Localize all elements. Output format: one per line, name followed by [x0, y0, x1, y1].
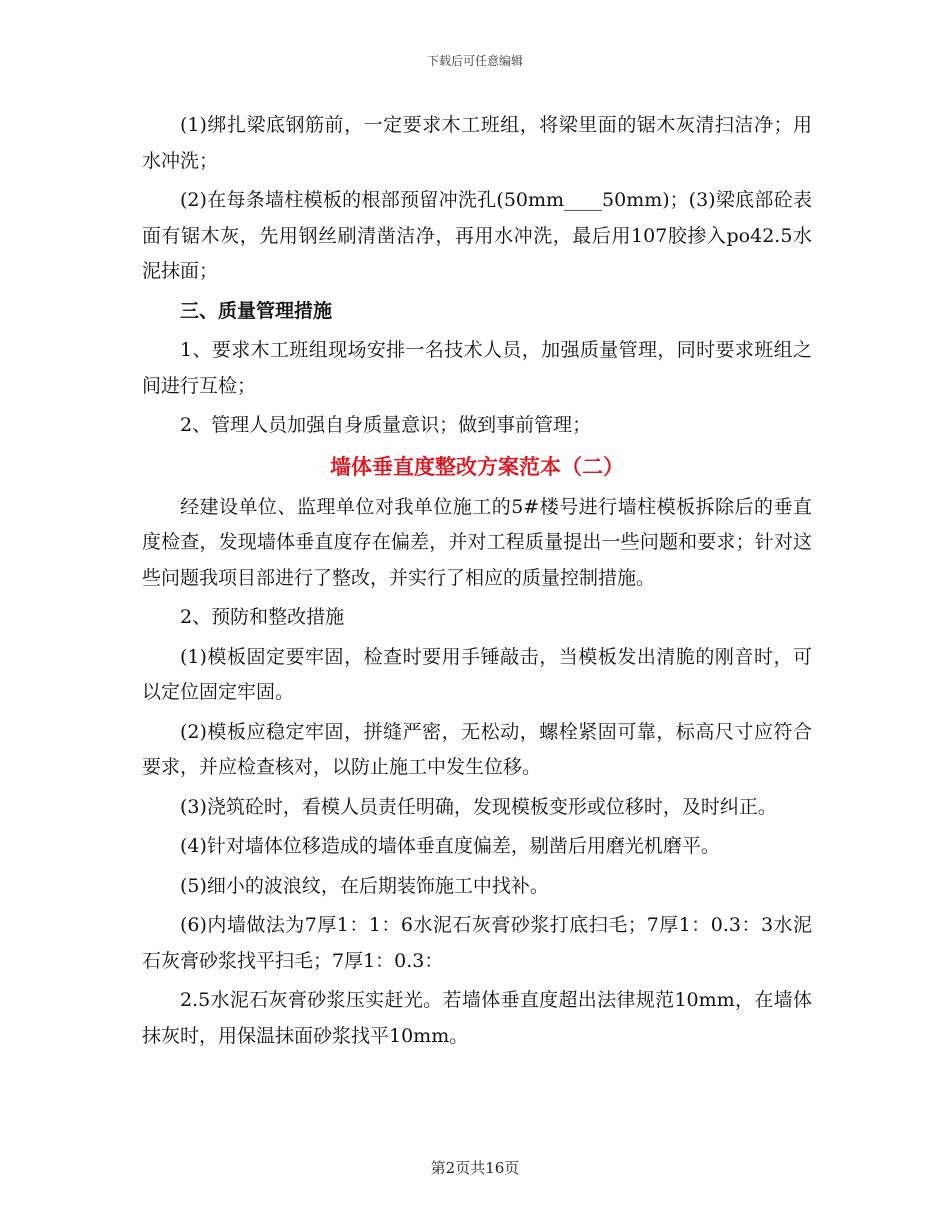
- document-body: [142, 108, 812, 1058]
- section-heading-measures: 2、预防和整改措施: [180, 606, 345, 628]
- paragraph-item-1: (1)绑扎梁底钢筋前，一定要求木工班组，将梁里面的锯木灰清扫洁净；用水冲洗；: [142, 114, 812, 172]
- quality-item-1: 1、要求木工班组现场安排一名技术人员，加强质量管理，同时要求班组之间进行互检；: [142, 339, 812, 397]
- quality-item-2: 2、管理人员加强自身质量意识；做到事前管理；: [180, 414, 592, 436]
- intro-paragraph: 经建设单位、监理单位对我单位施工的5#楼号进行墙柱模板拆除后的垂直度检查，发现墙体垂直度存在偏差，并对工程质量提出一些问题和要求；针对这些问题我项目部进行了整改，并实行了相应的质量控制措施。: [142, 495, 812, 589]
- measure-item-5: (5)细小的波浪纹，在后期装饰施工中找补。: [180, 874, 549, 897]
- section-heading-quality: 三、质量管理措施: [180, 299, 333, 322]
- measure-item-1: (1)模板固定要牢固，检查时要用手锤敲击，当模板发出清脆的刚音时，可以定位固定牢固。: [142, 645, 812, 703]
- measure-item-6: (6)内墙做法为7厚1：1：6水泥石灰膏砂浆打底扫毛；7厚1：0.3：3水泥石灰膏砂浆找平扫毛；7厚1：0.3：: [142, 914, 812, 972]
- measure-item-4: (4)针对墙体位移造成的墙体垂直度偏差，剔凿后用磨光机磨平。: [180, 835, 720, 857]
- measure-item-3: (3)浇筑砼时，看模人员责任明确，发现模板变形或位移时，及时纠正。: [180, 795, 777, 818]
- page-footer: 第2页共16页: [430, 1159, 520, 1177]
- document-title: 墙体垂直度整改方案范本（二）: [330, 453, 624, 479]
- measure-item-7: 2.5水泥石灰膏砂浆压实赶光。若墙体垂直度超出法律规范10mm，在墙体抹灰时，用保温抹面砂浆找平10mm。: [142, 989, 812, 1047]
- page-header: 下载后可任意编辑: [426, 54, 523, 68]
- paragraph-item-2: (2)在每条墙柱模板的根部预留冲洗孔(50mm____50mm)；(3)梁底部砼表面有锯木灰，先用钢丝刷清凿洁净，再用水冲洗，最后用107胶掺入po42.5水泥抹面；: [142, 189, 812, 282]
- measure-item-2: (2)模板应稳定牢固，拼缝严密，无松动，螺栓紧固可靠，标高尺寸应符合要求，并应检查核对，以防止施工中发生位移。: [142, 720, 812, 778]
